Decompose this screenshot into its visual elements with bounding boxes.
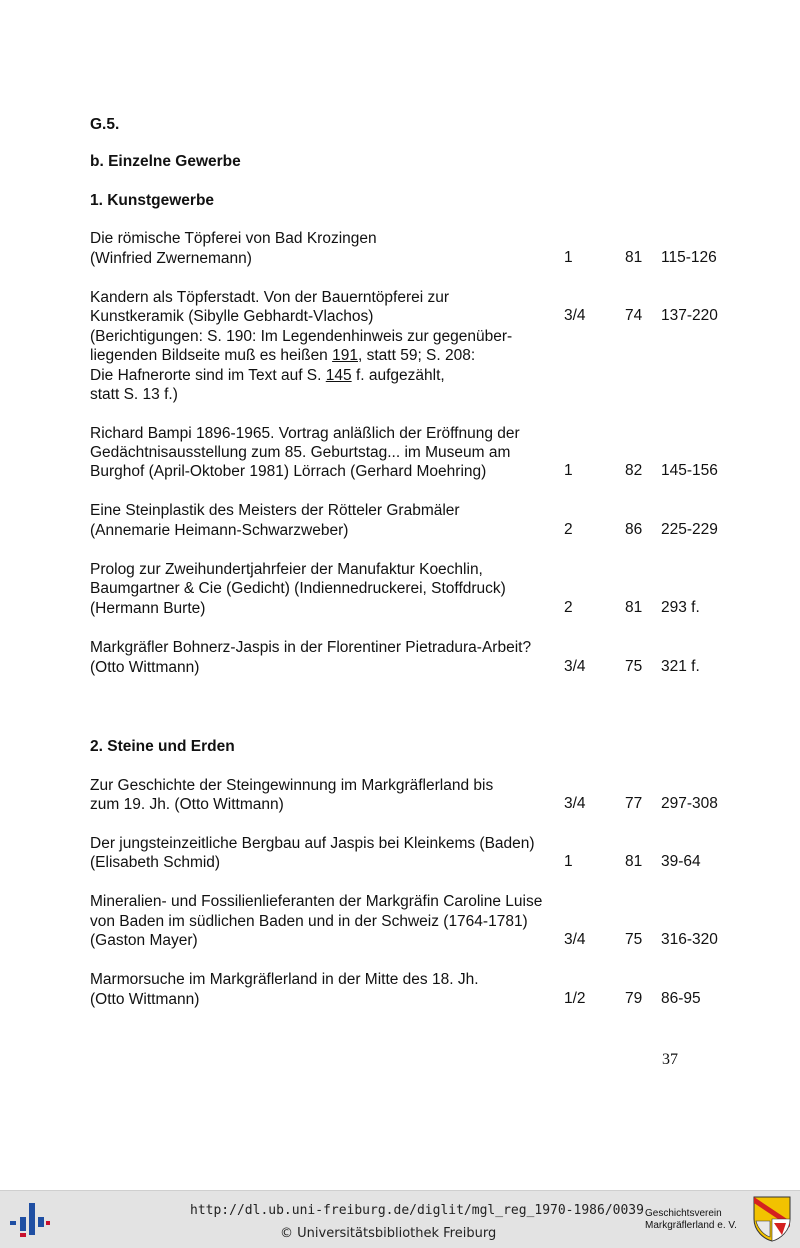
page-number: 37 <box>662 1051 678 1068</box>
section-code: G.5. <box>90 116 120 133</box>
copyright-text: © Universitätsbibliothek Freiburg <box>280 1226 497 1241</box>
entry-note-line: (Berichtigungen: S. 190: Im Legendenhinweis zur gegenüber- <box>90 328 513 345</box>
entry-pages: 225-229 <box>661 521 718 538</box>
entry-pages: 293 f. <box>661 599 700 616</box>
entry-title-line: Gedächtnisausstellung zum 85. Geburtstag... im Museum am <box>90 444 511 461</box>
entry-year: 81 <box>625 599 643 616</box>
entry-author-line: (Annemarie Heimann-Schwarzweber) <box>90 522 349 539</box>
entry-year: 75 <box>625 931 643 948</box>
entry-volume: 2 <box>564 599 573 616</box>
society-name <box>645 1208 737 1232</box>
entry-author-line: (Gaston Mayer) <box>90 932 198 949</box>
entry-pages: 297-308 <box>661 795 718 812</box>
entry-title-line: Die römische Töpferei von Bad Krozingen <box>90 230 377 247</box>
entry-note-line: liegenden Bildseite muß es heißen 191, statt 59; S. 208: <box>90 347 476 364</box>
entry-title-line: Der jungsteinzeitliche Bergbau auf Jaspis bei Kleinkems (Baden) <box>90 835 535 852</box>
entry-pages: 115-126 <box>661 249 717 266</box>
entry-title-line: von Baden im südlichen Baden und in der Schweiz (1764-1781) <box>90 913 528 930</box>
entry-volume: 1 <box>564 853 573 870</box>
entry-pages: 316-320 <box>661 931 718 948</box>
society-name-line: Markgräflerland e. V. <box>645 1220 737 1231</box>
entry-title-line: Prolog zur Zweihundertjahrfeier der Manufaktur Koechlin, <box>90 561 483 578</box>
underlined-page-ref: 191 <box>332 347 358 364</box>
entry-pages: 321 f. <box>661 658 700 675</box>
entry-volume: 3/4 <box>564 931 586 948</box>
entry-title-line: Markgräfler Bohnerz-Jaspis in der Florentiner Pietradura-Arbeit? <box>90 639 532 656</box>
entry-title-line: Burghof (April-Oktober 1981) Lörrach (Gerhard Moehring) <box>90 463 487 480</box>
entry-year: 81 <box>625 249 643 266</box>
entry-year: 77 <box>625 795 643 812</box>
entry-title-line: Kandern als Töpferstadt. Von der Bauerntöpferei zur <box>90 289 450 306</box>
footer-bar <box>0 1190 800 1248</box>
entry-pages: 39-64 <box>661 853 701 870</box>
entry-note-line: Die Hafnerorte sind im Text auf S. 145 f. aufgezählt, <box>90 367 445 384</box>
entry-year: 86 <box>625 521 643 538</box>
entry-title-line: Mineralien- und Fossilienlieferanten der Markgräfin Caroline Luise <box>90 893 543 910</box>
source-url-link[interactable]: http://dl.ub.uni-freiburg.de/diglit/mgl_reg_1970-1986/0039 <box>190 1203 644 1218</box>
entry-year: 74 <box>625 307 643 324</box>
underlined-page-ref: 145 <box>325 367 352 384</box>
entry-volume: 1 <box>564 462 573 479</box>
entry-title-line: Zur Geschichte der Steingewinnung im Markgräflerland bis <box>90 777 494 794</box>
entry-year: 79 <box>625 990 643 1007</box>
heading-steine-und-erden: 2. Steine und Erden <box>90 738 235 755</box>
entry-year: 82 <box>625 462 643 479</box>
entry-volume: 3/4 <box>564 307 586 324</box>
entry-year: 75 <box>625 658 643 675</box>
entry-author-line: (Otto Wittmann) <box>90 991 200 1008</box>
entry-title-line: Eine Steinplastik des Meisters der Rötteler Grabmäler <box>90 502 460 519</box>
entry-year: 81 <box>625 853 643 870</box>
entry-note-line: statt S. 13 f.) <box>90 386 178 403</box>
entry-author-line: (Hermann Burte) <box>90 600 206 617</box>
heading-kunstgewerbe: 1. Kunstgewerbe <box>90 192 215 209</box>
entry-author-line: (Otto Wittmann) <box>90 659 200 676</box>
ub-freiburg-logo-icon <box>8 1199 52 1244</box>
heading-einzelne-gewerbe: b. Einzelne Gewerbe <box>90 153 241 170</box>
society-name-line: Geschichtsverein <box>645 1208 722 1219</box>
entry-pages: 145-156 <box>661 462 718 479</box>
entry-title-line: Marmorsuche im Markgräflerland in der Mitte des 18. Jh. <box>90 971 479 988</box>
entry-title-line: Richard Bampi 1896-1965. Vortrag anläßlich der Eröffnung der <box>90 425 520 442</box>
entry-author-line: (Winfried Zwernemann) <box>90 250 252 267</box>
entry-volume: 1/2 <box>564 990 586 1007</box>
entry-author-line: (Elisabeth Schmid) <box>90 854 221 871</box>
entry-volume: 2 <box>564 521 573 538</box>
entry-volume: 1 <box>564 249 573 266</box>
entry-title-line: Kunstkeramik (Sibylle Gebhardt-Vlachos) <box>90 308 374 325</box>
entry-volume: 3/4 <box>564 658 586 675</box>
entry-title-line: zum 19. Jh. (Otto Wittmann) <box>90 796 284 813</box>
entry-pages: 137-220 <box>661 307 718 324</box>
entry-volume: 3/4 <box>564 795 586 812</box>
entry-pages: 86-95 <box>661 990 701 1007</box>
coat-of-arms-icon <box>752 1195 792 1248</box>
entry-title-line: Baumgartner & Cie (Gedicht) (Indiennedruckerei, Stoffdruck) <box>90 580 506 597</box>
